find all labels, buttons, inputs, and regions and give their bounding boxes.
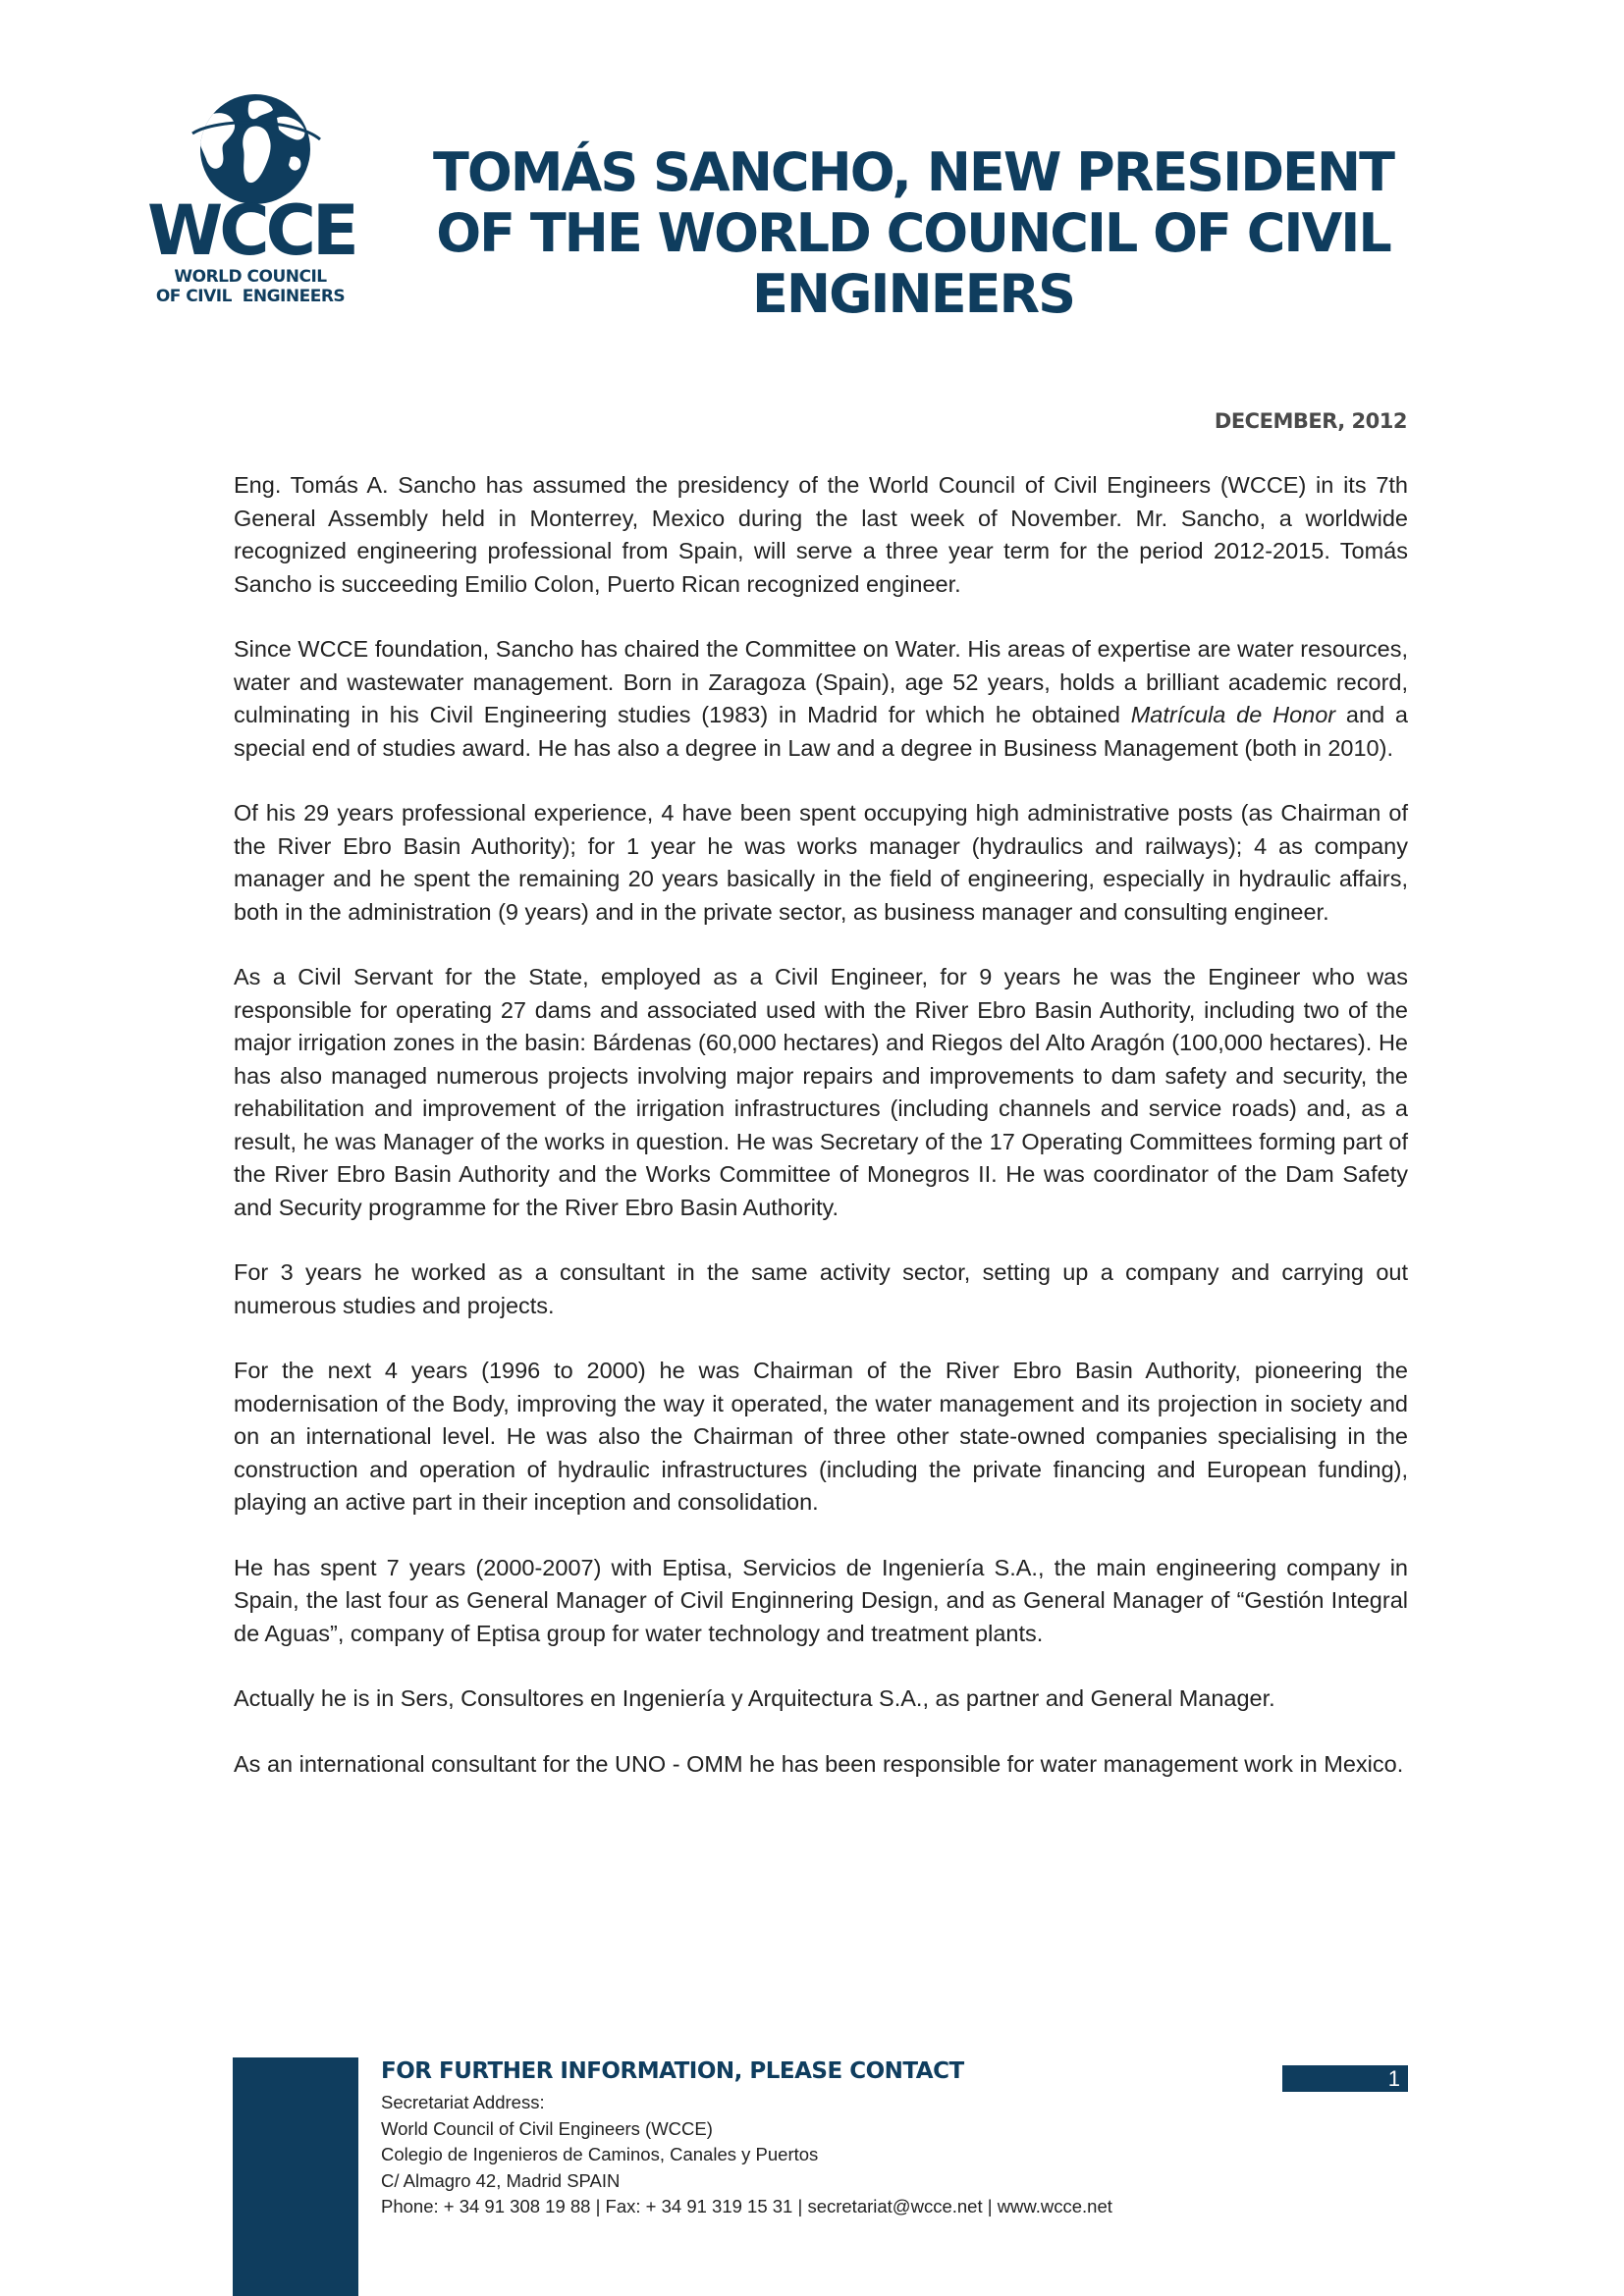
paragraph-2-text-b: and a special end of studies award. He has also a degree in Law and a degree in Business Management (both in 2010). bbox=[234, 702, 1409, 761]
logo-wordmark: WCCE bbox=[147, 190, 355, 271]
footer-separator: | bbox=[982, 2196, 998, 2216]
logo-subtitle bbox=[147, 267, 353, 306]
footer-accent-bar bbox=[233, 2057, 358, 2296]
page-number: 1 bbox=[1282, 2065, 1408, 2092]
footer-college: Colegio de Ingenieros de Caminos, Canales y Puertos bbox=[381, 2144, 819, 2164]
paragraph-2-text-a: Since WCCE foundation, Sancho has chaired the Committee on Water. His areas of expertise are water resources, water and wastewater management. Born in Zaragoza (Spain), age 52 years, holds a brilliant academic record, culminating in his Civil Engineering studies (1983) in Madrid for which he obtained bbox=[234, 636, 1408, 727]
paragraph-2-italic: Matrícula de Honor bbox=[1130, 702, 1336, 727]
footer-contact bbox=[381, 2058, 1265, 2220]
logo-subtitle-line-2: OF CIVIL ENGINEERS bbox=[155, 287, 346, 306]
title-line-2: OF THE WORLD COUNCIL OF CIVIL bbox=[436, 202, 1390, 264]
paragraph-3: Of his 29 years professional experience, 4 have been spent occupying high administrative posts (as Chairman of the River Ebro Basin Authority); for 1 year he was works manager (hydraulics and railways); 4 as company manager and he spent the remaining 20 years basically in the field of engineering, especially in hydraulic affairs, both in the administration (9 years) and in the private sector, as business manager and consulting engineer. bbox=[234, 800, 1408, 925]
footer-address-label: Secretariat Address: bbox=[381, 2092, 545, 2112]
paragraph-6: For the next 4 years (1996 to 2000) he was Chairman of the River Ebro Basin Authority, pioneering the modernisation of the Body, improving the way it operated, the water management and its projection in society and on an international level. He was also the Chairman of three other state-owned companies specialising in the construction and operation of hydraulic infrastructures (including the private financing and European funding), playing an active part in their inception and consolidation. bbox=[234, 1358, 1408, 1515]
footer-email-link[interactable]: secretariat@wcce.net bbox=[807, 2196, 983, 2216]
paragraph-7: He has spent 7 years (2000-2007) with Eptisa, Servicios de Ingeniería S.A., the main engineering company in Spain, the last four as General Manager of Civil Enginnering Design, and as General Manager of “Gestión Integral de Aguas”, company of Eptisa group for water technology and treatment plants. bbox=[234, 1554, 1408, 1646]
paragraph-8: Actually he is in Sers, Consultores en Ingeniería y Arquitectura S.A., as partner and General Manager. bbox=[234, 1685, 1275, 1711]
footer-phone-fax bbox=[381, 2194, 1265, 2220]
title-line-3: ENGINEERS bbox=[752, 263, 1074, 325]
article-body bbox=[234, 469, 1408, 1813]
footer-phone-fax-text: Phone: + 34 91 308 19 88 | Fax: + 34 91 319 15 31 | bbox=[381, 2196, 808, 2216]
footer-heading: FOR FURTHER INFORMATION, PLEASE CONTACT bbox=[381, 2058, 964, 2084]
footer-street-address: C/ Almagro 42, Madrid SPAIN bbox=[381, 2169, 621, 2191]
paragraph-9: As an international consultant for the UNO - OMM he has been responsible for water management work in Mexico. bbox=[234, 1750, 1404, 1777]
logo-subtitle-line-1: WORLD COUNCIL bbox=[174, 267, 327, 287]
footer-organization: World Council of Civil Engineers (WCCE) bbox=[381, 2117, 713, 2139]
wcce-logo bbox=[147, 88, 363, 309]
globe-icon bbox=[147, 88, 363, 206]
paragraph-2 bbox=[234, 633, 1408, 765]
footer-website-link[interactable]: www.wcce.net bbox=[997, 2196, 1112, 2216]
page-title bbox=[412, 142, 1414, 325]
paragraph-5: For 3 years he worked as a consultant in the same activity sector, setting up a company and carrying out numerous studies and projects. bbox=[234, 1259, 1408, 1318]
document-date: DECEMBER, 2012 bbox=[1214, 409, 1407, 433]
paragraph-4: As a Civil Servant for the State, employed as a Civil Engineer, for 9 years he was the Engineer who was responsible for operating 27 dams and associated used with the River Ebro Basin Authority, including two of the major irrigation zones in the basin: Bárdenas (60,000 hectares) and Riegos del Alto Aragón (100,000 hectares). He has also managed numerous projects involving major repairs and improvements to dam safety and security, the rehabilitation and improvement of the irrigation infrastructures (including channels and service roads) and, as a result, he was Manager of the works in question. He was Secretary of the 17 Operating Committees forming part of the River Ebro Basin Authority and the Works Committee of Monegros II. He was coordinator of the Dam Safety and Security programme for the River Ebro Basin Authority. bbox=[234, 964, 1408, 1220]
title-line-1: TOMÁS SANCHO, NEW PRESIDENT bbox=[433, 141, 1393, 203]
paragraph-1: Eng. Tomás A. Sancho has assumed the presidency of the World Council of Civil Engineers (WCCE) in its 7th General Assembly held in Monterrey, Mexico during the last week of November. Mr. Sancho, a worldwide recognized engineering professional from Spain, will serve a three year term for the period 2012-2015. Tomás Sancho is succeeding Emilio Colon, Puerto Rican recognized engineer. bbox=[234, 472, 1408, 597]
